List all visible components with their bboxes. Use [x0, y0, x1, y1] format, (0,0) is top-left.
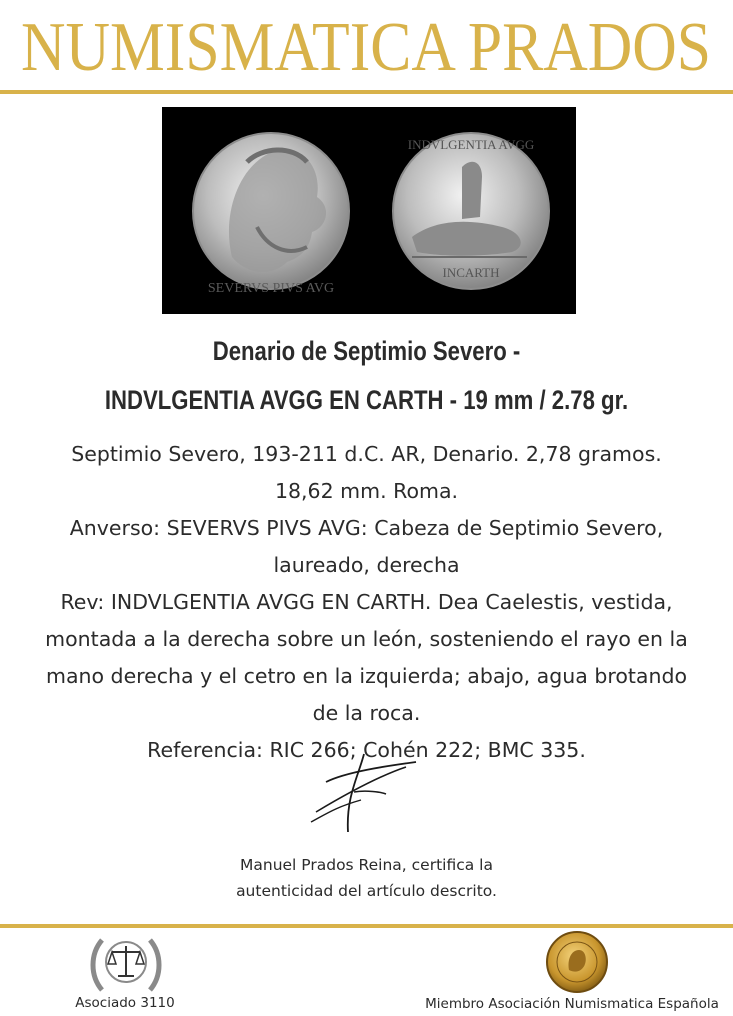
- reverse-exergue: INCARTH: [442, 265, 500, 280]
- certification-line: autenticidad del artículo descrito.: [236, 882, 497, 900]
- item-title-line2: INDVLGENTIA AVGG EN CARTH - 19 mm / 2.78 gr.: [104, 385, 629, 415]
- item-description: [40, 436, 693, 769]
- member-label: Miembro Asociación Numismatica Española: [425, 996, 719, 1012]
- brand-logo: [0, 2, 733, 87]
- description-paragraph: Septimio Severo, 193-211 d.C. AR, Denario. 2,78 gramos. 18,62 mm. Roma.: [71, 442, 662, 503]
- coin-photo: [162, 107, 576, 314]
- item-title-line1: Denario de Septimio Severo -: [212, 336, 521, 366]
- description-paragraph: Referencia: RIC 266; Cohén 222; BMC 335.: [147, 738, 586, 762]
- obverse-legend: SEVERVS PIVS AVG: [207, 281, 335, 296]
- reverse-coin: [393, 133, 549, 289]
- bottom-gold-rule: [0, 924, 733, 928]
- description-paragraph: Anverso: SEVERVS PIVS AVG: Cabeza de Septimio Severo, laureado, derecha: [69, 516, 664, 577]
- signature: [306, 752, 426, 834]
- reverse-legend: INDVLGENTIA AVGG: [407, 137, 535, 152]
- certification-line: Manuel Prados Reina, certifica la: [240, 856, 493, 874]
- brand-text: NUMISMATICA PRADOS: [21, 9, 711, 86]
- scales-of-justice-icon: [88, 932, 164, 996]
- association-medal-icon: [545, 930, 609, 994]
- association-label: Asociado 3110: [75, 995, 175, 1011]
- certification-text: [0, 852, 733, 904]
- description-paragraph: Rev: INDVLGENTIA AVGG EN CARTH. Dea Caelestis, vestida, montada a la derecha sobre un león, sosteniendo el rayo en la mano derecha y el cetro en la izquierda; abajo, agua brotando de la roca.: [45, 590, 688, 725]
- top-gold-rule: [0, 90, 733, 94]
